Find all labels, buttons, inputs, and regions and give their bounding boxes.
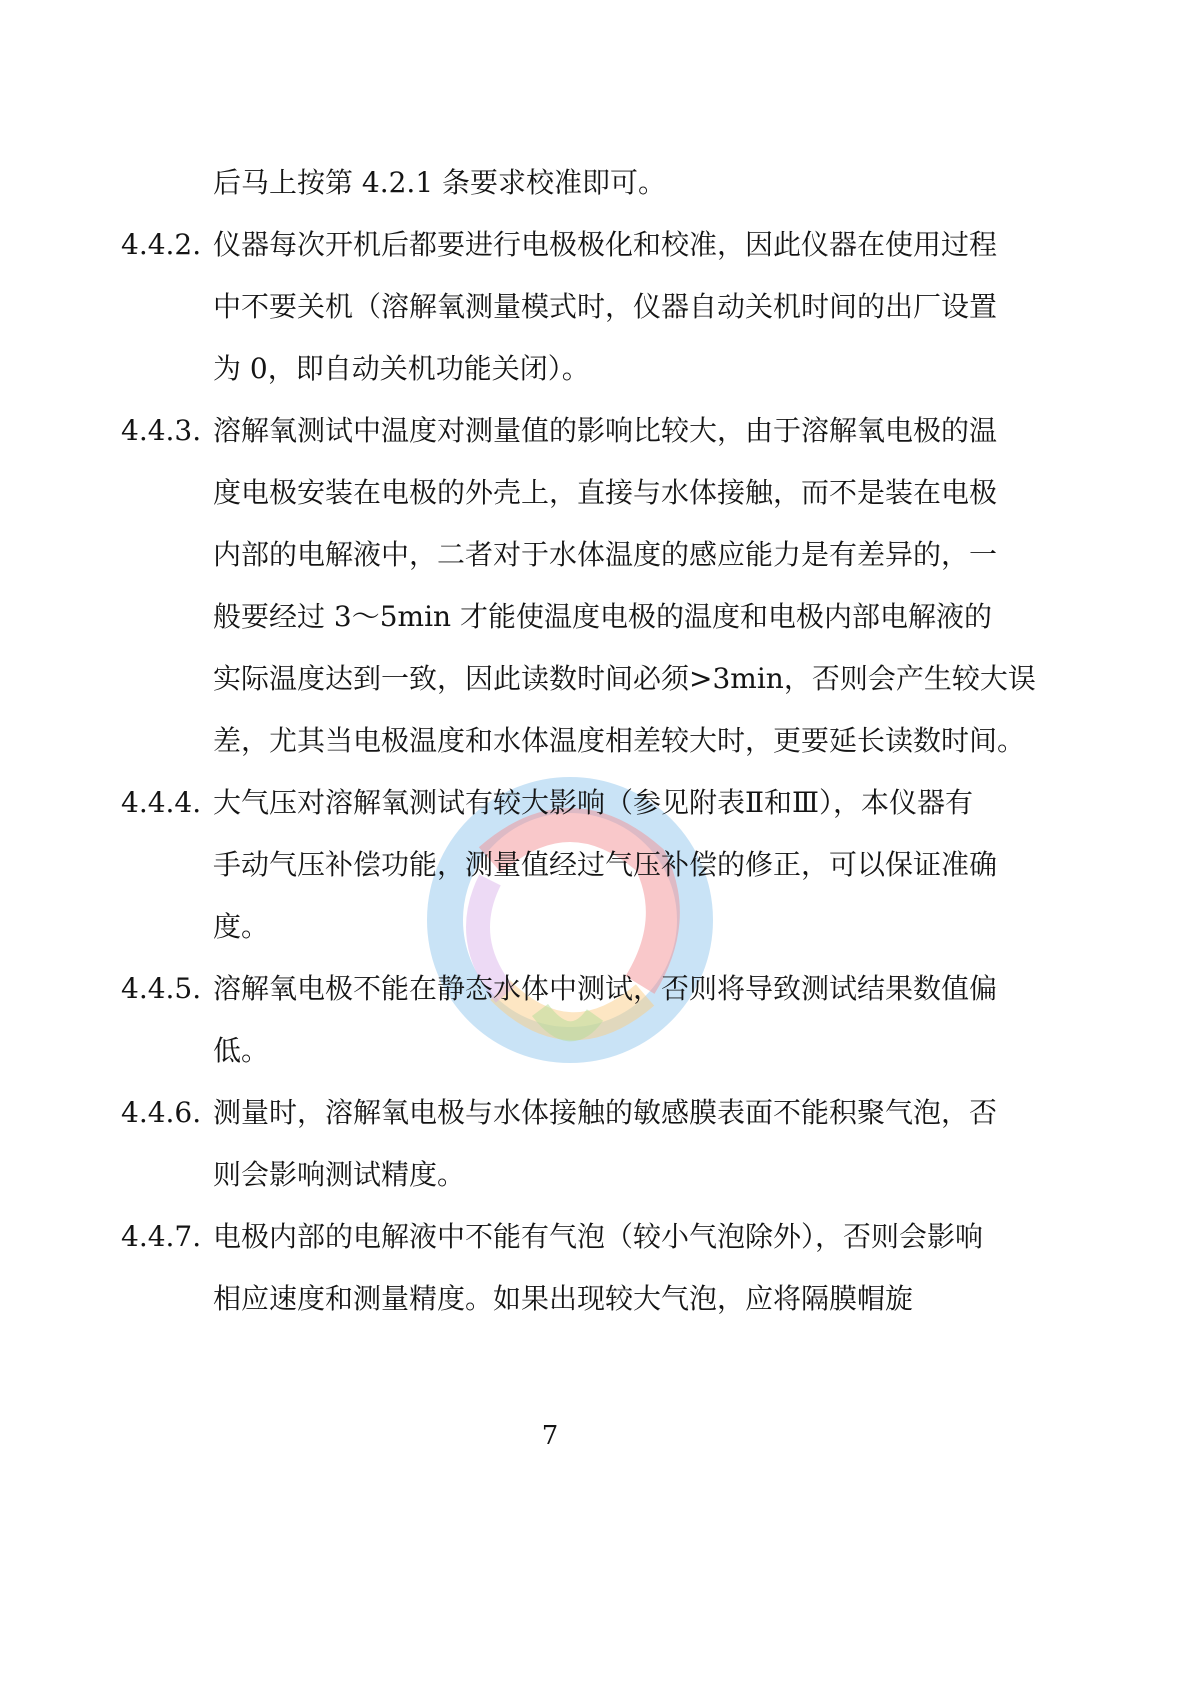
- text-line: 电极内部的电解液中不能有气泡（较小气泡除外），否则会影响: [213, 1220, 984, 1253]
- text-line: 大气压对溶解氧测试有较大影响（参见附表Ⅱ和Ⅲ），本仪器有: [213, 786, 974, 819]
- text-line: 低。: [213, 1034, 270, 1067]
- section-number: 4.4.5.: [121, 972, 202, 1005]
- text-line: 溶解氧电极不能在静态水体中测试，否则将导致测试结果数值偏: [213, 972, 998, 1005]
- text-line: 手动气压补偿功能，测量值经过气压补偿的修正，可以保证准确: [213, 848, 998, 881]
- text-line: 差，尤其当电极温度和水体温度相差较大时，更要延长读数时间。: [213, 724, 1026, 757]
- section-number: 4.4.3.: [121, 414, 202, 447]
- section-number: 4.4.4.: [121, 786, 202, 819]
- text-line: 度。: [213, 910, 270, 943]
- text-line: 中不要关机（溶解氧测量模式时，仪器自动关机时间的出厂设置: [213, 290, 998, 323]
- section-number: 4.4.2.: [121, 228, 202, 261]
- section-number: 4.4.7.: [121, 1220, 202, 1253]
- text-line: 内部的电解液中，二者对于水体温度的感应能力是有差异的，一: [213, 538, 998, 571]
- text-line: 则会影响测试精度。: [213, 1158, 466, 1191]
- text-line: 实际温度达到一致，因此读数时间必须>3min，否则会产生较大误: [213, 662, 1036, 695]
- text-line: 般要经过 3～5min 才能使温度电极的温度和电极内部电解液的: [213, 600, 992, 633]
- section-number: 4.4.6.: [121, 1096, 202, 1129]
- text-line: 溶解氧测试中温度对测量值的影响比较大，由于溶解氧电极的温: [213, 414, 998, 447]
- page-number: 7: [541, 1421, 559, 1451]
- text-line: 为 0，即自动关机功能关闭）。: [213, 352, 590, 385]
- text-line: 度电极安装在电极的外壳上，直接与水体接触，而不是装在电极: [213, 476, 998, 509]
- text-line: 仪器每次开机后都要进行电极极化和校准，因此仪器在使用过程: [213, 228, 998, 261]
- text-line: 测量时，溶解氧电极与水体接触的敏感膜表面不能积聚气泡，否: [213, 1096, 998, 1129]
- text-line: 后马上按第 4.2.1 条要求校准即可。: [213, 166, 667, 199]
- text-line: 相应速度和测量精度。如果出现较大气泡，应将隔膜帽旋: [213, 1282, 914, 1315]
